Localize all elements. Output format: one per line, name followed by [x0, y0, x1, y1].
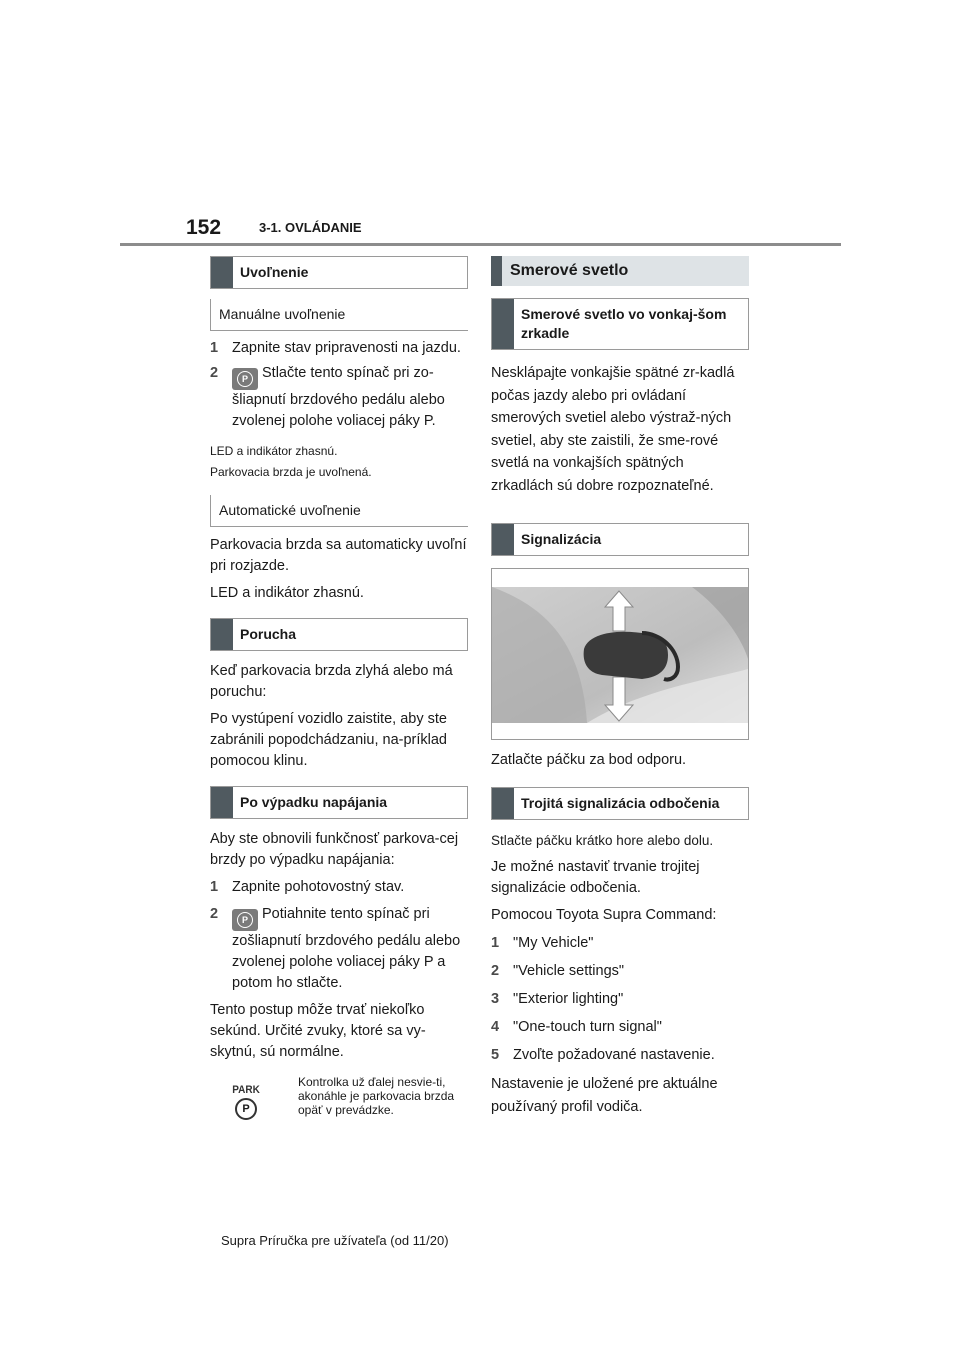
section-title: Uvoľnenie — [240, 264, 309, 280]
step-body — [232, 904, 468, 994]
section-signalizacia — [491, 523, 749, 556]
list-item — [210, 877, 468, 898]
list-item — [491, 961, 749, 982]
step-number: 1 — [210, 879, 219, 895]
list-item — [491, 989, 749, 1010]
section-smerove-svetlo — [491, 256, 749, 286]
section-power — [210, 786, 468, 819]
section-mirror — [491, 298, 749, 350]
indicator-text: Kontrolka už ďalej nesvie-ti, akonáhle je parkovacia brzda opäť v prevádzke. — [298, 1075, 455, 1117]
triple-text-3: Pomocou Toyota Supra Command: — [491, 907, 717, 923]
section-tab — [492, 788, 514, 819]
step-number: 3 — [491, 991, 500, 1007]
step-text: "Vehicle settings" — [513, 963, 625, 979]
step-text: Zvoľte požadované nastavenie. — [513, 1047, 715, 1063]
manual-steps — [210, 338, 468, 432]
section-title: Signalizácia — [521, 531, 602, 547]
list-item — [491, 933, 749, 954]
section-tab — [492, 524, 514, 555]
triple-steps — [491, 933, 749, 1066]
step-text: "My Vehicle" — [513, 935, 594, 951]
step-text: "One-touch turn signal" — [513, 1019, 662, 1035]
step-number: 1 — [491, 935, 500, 951]
left-column — [210, 256, 468, 1120]
released-text: Parkovacia brzda je uvoľnená. — [210, 465, 372, 479]
step-number: 1 — [210, 340, 219, 356]
step-number: 2 — [491, 963, 500, 979]
auto-led-text: LED a indikátor zhasnú. — [210, 585, 364, 601]
section-title: Trojitá signalizácia odbočenia — [521, 795, 720, 811]
triple-text-1: Stlačte páčku krátko hore alebo dolu. — [491, 833, 714, 848]
section-uvolnenie — [210, 256, 468, 289]
step-text: Zapnite pohotovostný stav. — [232, 879, 405, 895]
turn-signal-lever-figure — [491, 568, 749, 740]
section-tab — [211, 787, 233, 818]
step-number: 4 — [491, 1019, 500, 1035]
step-number: 2 — [210, 365, 219, 381]
section-title: Porucha — [240, 626, 297, 642]
list-item — [491, 1017, 749, 1038]
figure-caption: Zatlačte páčku za bod odporu. — [491, 752, 687, 768]
step-text: Zapnite stav pripravenosti na jazdu. — [232, 340, 461, 356]
parking-brake-button-icon: P — [232, 368, 258, 390]
chapter-title: 3-1. OVLÁDANIE — [259, 220, 362, 235]
parking-brake-button-icon: P — [232, 909, 258, 931]
section-title: Po výpadku napájania — [240, 794, 388, 810]
page-number: 152 — [186, 216, 222, 239]
header-rule — [120, 243, 841, 246]
triple-text-2: Je možné nastaviť trvanie trojitej signalizácie odbočenia. — [491, 859, 700, 896]
section-tab — [211, 619, 233, 650]
section-porucha — [210, 618, 468, 651]
auto-text: Parkovacia brzda sa automaticky uvoľní pri rozjazde. — [210, 537, 467, 574]
section-tab — [492, 299, 514, 349]
porucha-text-2: Po vystúpení vozidlo zaistite, aby ste zabránili popodchádzaniu, na-príklad pomocou klinu. — [210, 711, 447, 769]
section-title: Smerové svetlo — [510, 262, 629, 279]
subhead-auto: Automatické uvoľnenie — [210, 495, 468, 527]
right-column — [491, 256, 749, 1119]
step-text: Potiahnite tento spínač pri zošliapnutí brzdového pedálu alebo zvolenej polohe voliacej páky P a potom ho stlačte. — [232, 906, 461, 991]
indicator-note — [210, 1075, 468, 1120]
section-tab — [211, 257, 233, 288]
subhead-manual: Manuálne uvoľnenie — [210, 299, 468, 331]
park-indicator-icon: PARK P — [210, 1075, 282, 1120]
led-off-text: LED a indikátor zhasnú. — [210, 444, 338, 458]
step-text: "Exterior lighting" — [513, 991, 624, 1007]
power-text: Aby ste obnovili funkčnosť parkova-cej brzdy po výpadku napájania: — [210, 831, 459, 868]
step-number: 5 — [491, 1047, 500, 1063]
porucha-text-1: Keď parkovacia brzda zlyhá alebo má poruchu: — [210, 663, 453, 700]
list-item — [210, 338, 468, 359]
step-text: Stlačte tento spínač pri zo-šliapnutí brzdového pedálu alebo zvolenej polohe voliacej páky P. — [232, 365, 445, 429]
power-note: Tento postup môže trvať niekoľko sekúnd. Určité zvuky, ktoré sa vy-skytnú, sú normálne. — [210, 1002, 426, 1060]
mirror-text: Nesklápajte vonkajšie spätné zr-kadlá počas jazdy alebo pri ovládaní smerových svetiel alebo výstraž-ných svetiel, aby ste zaistili, že sme-rové svetlá na vonkajších spätných zrkadlách sú dobre rozpoznateľné. — [491, 365, 735, 494]
list-item — [210, 904, 468, 994]
triple-final: Nastavenie je uložené pre aktuálne používaný profil vodiča. — [491, 1076, 718, 1115]
list-item — [210, 363, 468, 432]
step-number: 2 — [210, 906, 219, 922]
lever-illustration — [492, 569, 748, 739]
list-item — [491, 1045, 749, 1066]
power-steps — [210, 877, 468, 994]
footer: Supra Príručka pre užívateľa (od 11/20) — [221, 1233, 449, 1248]
step-body — [232, 363, 468, 432]
section-tab — [491, 256, 502, 286]
section-triple — [491, 787, 749, 820]
section-title: Smerové svetlo vo vonkaj-šom zrkadle — [521, 306, 727, 341]
